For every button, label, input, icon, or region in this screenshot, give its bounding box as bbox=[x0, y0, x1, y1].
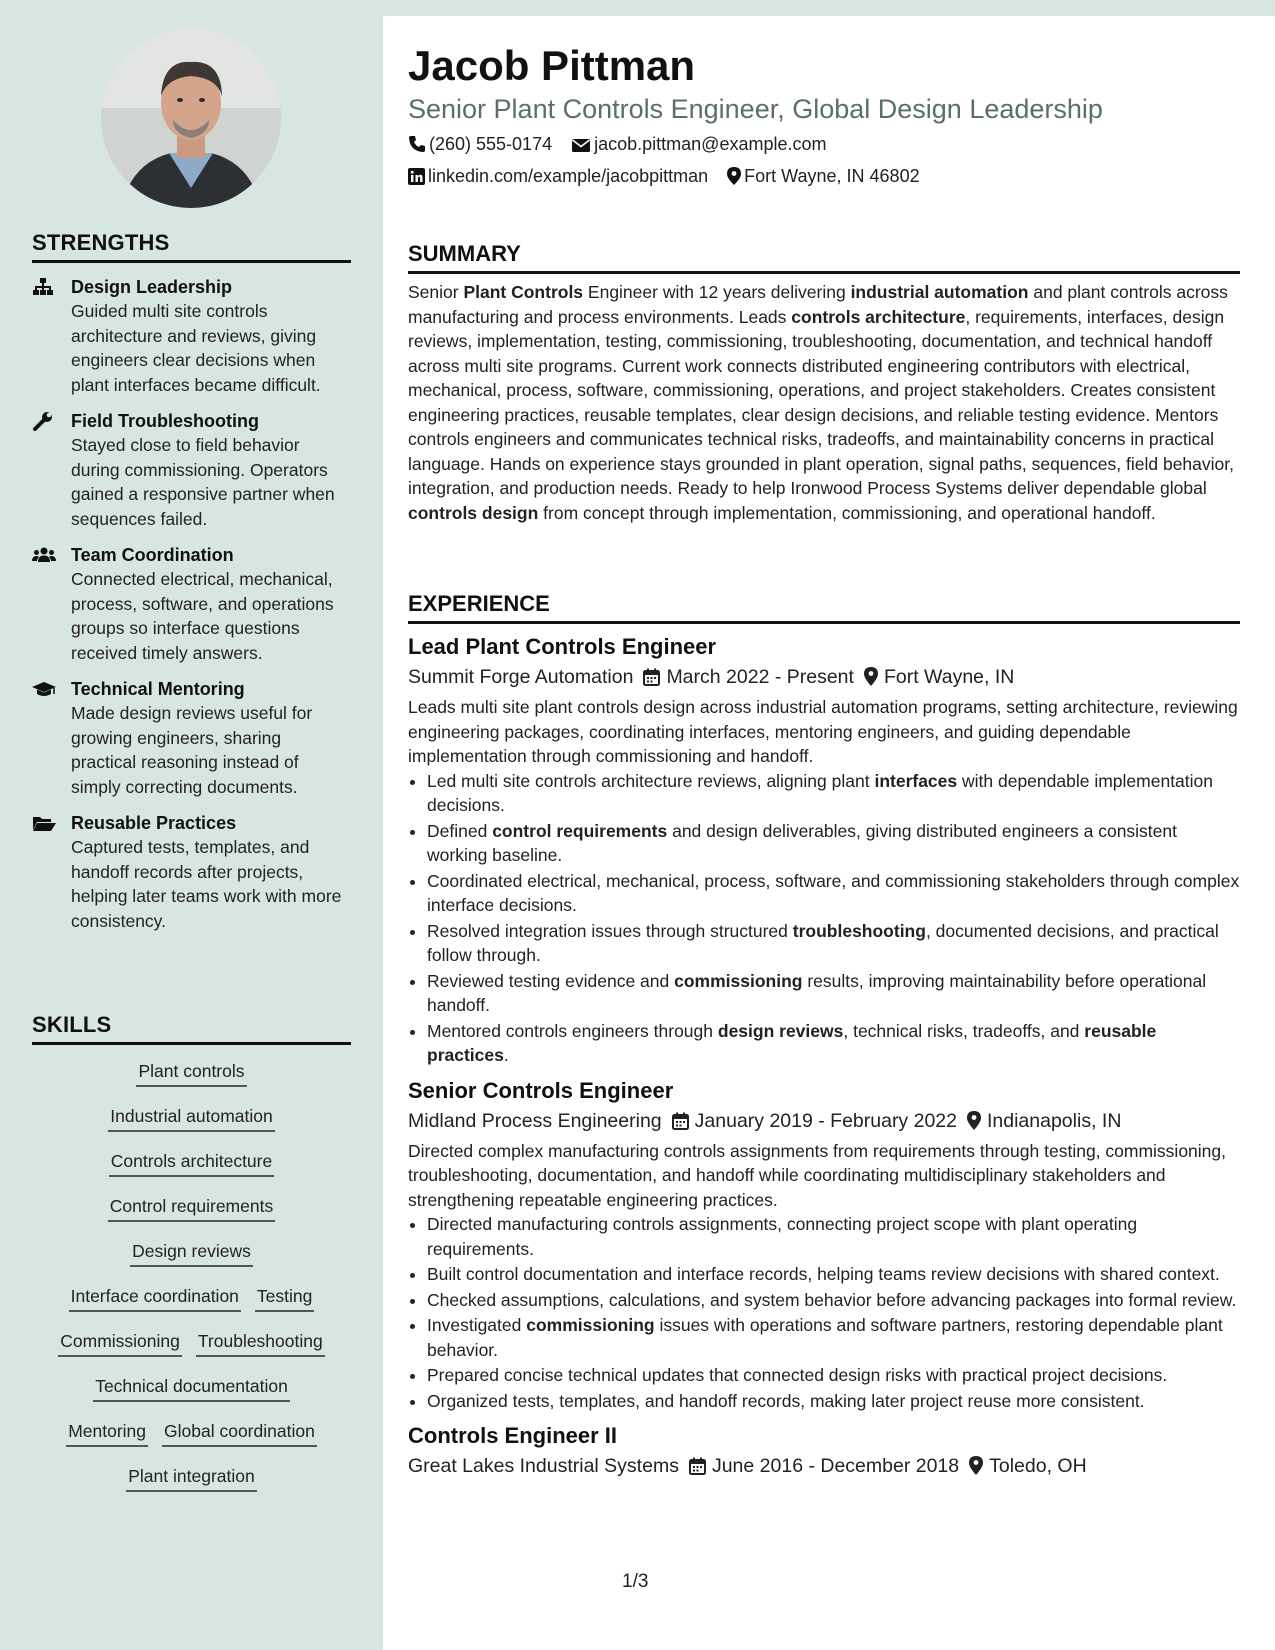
sidebar bbox=[0, 0, 383, 1650]
map-marker-icon bbox=[854, 666, 884, 688]
job-description: Leads multi site plant controls design across industrial automation programs, setting architecture, reviewing engineering packages, coordinating interfaces, mentoring engineers, and guiding dependable implementation through commissioning and handoff. bbox=[408, 697, 1238, 766]
email-link[interactable]: jacob.pittman@example.com bbox=[594, 134, 827, 154]
job-bullet: • Investigated commissioning issues with operations and software partners, restoring dependable plant behavior. bbox=[427, 1313, 1240, 1362]
calendar-icon bbox=[633, 666, 666, 688]
job-meta bbox=[408, 1451, 1240, 1481]
graduation-cap-icon bbox=[32, 679, 56, 699]
skill-tag: Troubleshooting bbox=[196, 1331, 325, 1357]
sitemap-icon bbox=[32, 277, 56, 297]
strengths-heading: STRENGTHS bbox=[32, 230, 351, 263]
strength-item bbox=[32, 543, 351, 665]
skills-list bbox=[32, 1061, 351, 1494]
job-location: Indianapolis, IN bbox=[986, 1109, 1122, 1132]
linkedin-item bbox=[408, 166, 708, 187]
job-meta bbox=[408, 1106, 1240, 1136]
strength-desc: Guided multi site controls architecture and reviews, giving engineers clear decisions when plant interfaces became difficult. bbox=[71, 301, 321, 395]
job-entry bbox=[408, 1421, 1240, 1481]
contact-row-1 bbox=[408, 134, 840, 155]
job-company: Summit Forge Automation bbox=[408, 666, 634, 688]
envelope-icon bbox=[571, 134, 594, 154]
job-bullet: • Led multi site controls architecture reviews, aligning plant interfaces with dependable implementation decisions. bbox=[427, 769, 1240, 818]
job-title: Senior Controls Engineer bbox=[408, 1077, 674, 1103]
map-marker-icon bbox=[957, 1110, 987, 1132]
job-dates: March 2022 - Present bbox=[666, 666, 854, 688]
calendar-icon bbox=[662, 1110, 695, 1132]
page-number: 1/3 bbox=[622, 1571, 649, 1592]
email-item bbox=[571, 134, 826, 155]
strength-title: Reusable Practices bbox=[71, 813, 237, 833]
job-bullets bbox=[408, 769, 1240, 1068]
strength-title: Technical Mentoring bbox=[71, 679, 245, 699]
linkedin-icon bbox=[408, 166, 428, 186]
strength-desc: Connected electrical, mechanical, process, software, and operations groups so interface questions received timely answers. bbox=[71, 569, 334, 663]
job-bullet: • Organized tests, templates, and handoff records, making later project reuse more consistent. bbox=[427, 1389, 1240, 1414]
job-list bbox=[408, 632, 1240, 1481]
users-icon bbox=[32, 545, 56, 565]
location-text: Fort Wayne, IN 46802 bbox=[744, 166, 920, 186]
skills-section bbox=[32, 1012, 351, 1511]
phone-text[interactable]: (260) 555-0174 bbox=[429, 134, 553, 154]
job-dates: June 2016 - December 2018 bbox=[711, 1455, 960, 1477]
phone-icon bbox=[408, 134, 429, 154]
job-bullet: • Mentored controls engineers through design reviews, technical risks, tradeoffs, and reusable practices. bbox=[427, 1019, 1240, 1068]
job-location: Fort Wayne, IN bbox=[883, 666, 1015, 688]
strength-title: Team Coordination bbox=[71, 545, 234, 565]
job-title: Lead Plant Controls Engineer bbox=[408, 634, 717, 659]
skill-tag: Control requirements bbox=[108, 1196, 275, 1222]
skill-tag: Design reviews bbox=[130, 1241, 253, 1267]
job-entry bbox=[408, 1076, 1240, 1414]
strength-desc: Captured tests, templates, and handoff records after projects, helping later teams work with more consistency. bbox=[71, 837, 342, 931]
candidate-headline: Senior Plant Controls Engineer, Global Design Leadership bbox=[408, 94, 1103, 124]
job-title: Controls Engineer II bbox=[408, 1423, 618, 1448]
job-bullet: • Coordinated electrical, mechanical, process, software, and commissioning stakeholders through complex interface decisions. bbox=[427, 869, 1240, 918]
skill-tag: Testing bbox=[255, 1286, 314, 1312]
summary-heading: SUMMARY bbox=[408, 241, 1240, 274]
skills-heading: SKILLS bbox=[32, 1012, 351, 1045]
phone-item bbox=[408, 134, 552, 155]
job-bullets bbox=[408, 1212, 1240, 1413]
strength-item bbox=[32, 811, 351, 933]
strength-desc: Stayed close to field behavior during commissioning. Operators gained a responsive partner when sequences failed. bbox=[71, 435, 335, 529]
job-bullet: • Prepared concise technical updates that connected design risks with practical project decisions. bbox=[427, 1363, 1240, 1388]
job-location: Toledo, OH bbox=[989, 1455, 1087, 1477]
job-company: Great Lakes Industrial Systems bbox=[408, 1455, 679, 1477]
job-bullet: • Directed manufacturing controls assignments, connecting project scope with plant operating requirements. bbox=[427, 1212, 1240, 1261]
skill-tag: Controls architecture bbox=[109, 1151, 274, 1177]
experience-heading: EXPERIENCE bbox=[408, 591, 1240, 624]
job-bullet: • Reviewed testing evidence and commissioning results, improving maintainability before operational handoff. bbox=[427, 969, 1240, 1018]
map-marker-icon bbox=[959, 1455, 989, 1477]
linkedin-link[interactable]: linkedin.com/example/jacobpittman bbox=[428, 166, 709, 186]
skill-tag: Global coordination bbox=[162, 1421, 317, 1447]
contact-row-2 bbox=[408, 166, 934, 187]
skill-tag: Mentoring bbox=[66, 1421, 148, 1447]
skill-tag: Industrial automation bbox=[108, 1106, 274, 1132]
skill-tag: Plant integration bbox=[126, 1466, 256, 1492]
skill-tag: Commissioning bbox=[58, 1331, 182, 1357]
skill-tag: Technical documentation bbox=[93, 1376, 290, 1402]
job-bullet: • Resolved integration issues through structured troubleshooting, documented decisions, and practical follow through. bbox=[427, 919, 1240, 968]
candidate-name: Jacob Pittman bbox=[408, 42, 696, 89]
job-dates: January 2019 - February 2022 bbox=[694, 1109, 957, 1132]
job-description: Directed complex manufacturing controls assignments from requirements through testing, commissioning, troubleshooting, documentation, and handoff while coordinating multidisciplinary stakeholders and strengthening repeatable engineering practices. bbox=[408, 1140, 1226, 1210]
job-bullet: • Checked assumptions, calculations, and system behavior before advancing packages into formal review. bbox=[427, 1288, 1240, 1313]
profile-photo bbox=[101, 28, 281, 208]
wrench-icon bbox=[32, 411, 56, 431]
location-item bbox=[727, 166, 919, 187]
strength-item bbox=[32, 409, 351, 531]
strength-title: Design Leadership bbox=[71, 277, 233, 297]
strength-item bbox=[32, 275, 351, 397]
skill-tag: Plant controls bbox=[136, 1061, 246, 1087]
strength-title: Field Troubleshooting bbox=[71, 411, 259, 431]
job-bullet: • Defined control requirements and design deliverables, giving distributed engineers a consistent working baseline. bbox=[427, 819, 1240, 868]
job-entry bbox=[408, 632, 1240, 1068]
job-bullet: • Built control documentation and interface records, helping teams review decisions with shared context. bbox=[427, 1262, 1240, 1287]
summary-section bbox=[408, 241, 1240, 525]
calendar-icon bbox=[679, 1455, 712, 1477]
job-company: Midland Process Engineering bbox=[408, 1109, 662, 1132]
job-meta bbox=[408, 662, 1240, 692]
map-marker-icon bbox=[727, 166, 744, 186]
skill-tag: Interface coordination bbox=[69, 1286, 241, 1312]
strength-item bbox=[32, 677, 351, 799]
strengths-section bbox=[32, 230, 351, 933]
summary-text: Senior Plant Controls Engineer with 12 years delivering industrial automation and plant controls across manufacturing and process environments. Leads controls architecture, requirements, interfaces, design reviews, implementation, testing, commissioning, troubleshooting, documentation, and technical handoff across multi site programs. Current work connects distributed engineering contributors with electrical, mechanical, process, software, commissioning, operations, and project stakeholders. Creates consistent engineering practices, reusable templates, clear design decisions, and reliable testing evidence. Mentors controls engineers and communicates technical risks, tradeoffs, and maintainability concerns in practical language. Hands on experience stays grounded in plant operation, signal paths, sequences, field behavior, integration, and production needs. Ready to help Ironwood Process Systems deliver dependable global controls design from concept through implementation, commissioning, and operational handoff. bbox=[408, 282, 1234, 523]
experience-section bbox=[408, 591, 1240, 1481]
strength-desc: Made design reviews useful for growing engineers, sharing practical reasoning instead of simply correcting documents. bbox=[71, 703, 313, 797]
folder-open-icon bbox=[32, 813, 56, 833]
